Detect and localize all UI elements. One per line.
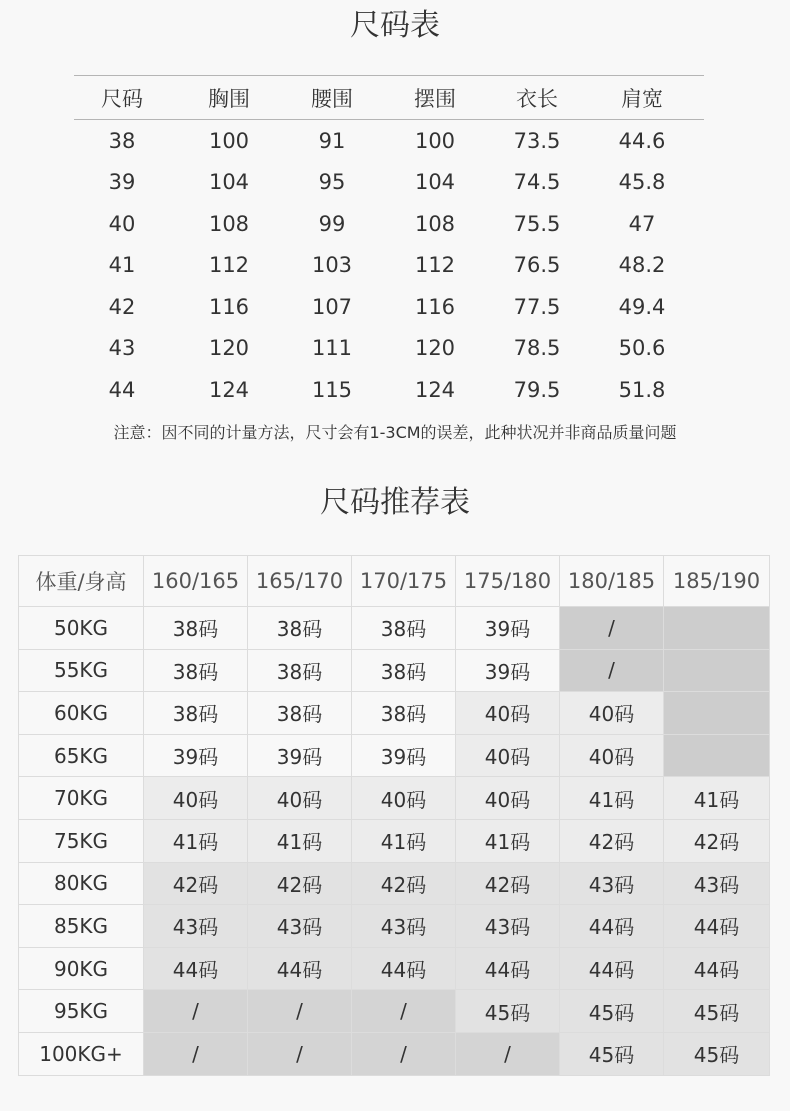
header-shoulder: 肩宽 — [621, 86, 663, 111]
size-cell: / — [144, 1032, 248, 1075]
table-cell: 73.5 — [513, 128, 561, 153]
size-cell: 38码 — [144, 607, 248, 650]
size-cell: 44码 — [664, 905, 770, 948]
size-cell: 39码 — [456, 607, 560, 650]
size-cell: 43码 — [144, 905, 248, 948]
table-row — [74, 286, 704, 328]
size-cell: / — [560, 649, 664, 692]
weight-label: 75KG — [19, 819, 144, 862]
weight-label: 70KG — [19, 777, 144, 820]
size-cell: 38码 — [352, 607, 456, 650]
size-cell: 44码 — [560, 947, 664, 990]
table-cell: 104 — [414, 170, 456, 195]
size-chart-header-row — [74, 76, 704, 119]
table-row — [74, 203, 704, 245]
size-cell: 42码 — [560, 819, 664, 862]
header-waist: 腰围 — [311, 86, 353, 111]
weight-label: 100KG+ — [19, 1032, 144, 1075]
header-length: 衣长 — [516, 86, 558, 111]
size-cell: 40码 — [144, 777, 248, 820]
table-row — [19, 1032, 770, 1075]
height-header: 170/175 — [352, 556, 456, 607]
table-cell: 116 — [414, 294, 456, 319]
table-cell: 38 — [108, 128, 136, 153]
table-row — [19, 947, 770, 990]
size-cell: 44码 — [664, 947, 770, 990]
table-cell: 100 — [414, 128, 456, 153]
header-size: 尺码 — [101, 86, 143, 111]
table-cell: 95 — [318, 170, 346, 195]
weight-label: 85KG — [19, 905, 144, 948]
size-cell: 42码 — [352, 862, 456, 905]
table-row — [19, 862, 770, 905]
size-cell — [664, 692, 770, 735]
table-cell: 111 — [311, 336, 353, 361]
header-hem: 摆围 — [414, 86, 456, 111]
size-cell: 42码 — [144, 862, 248, 905]
size-cell: / — [560, 607, 664, 650]
size-cell: 41码 — [144, 819, 248, 862]
table-row — [19, 819, 770, 862]
size-cell: 45码 — [560, 1032, 664, 1075]
table-cell: 107 — [311, 294, 353, 319]
table-cell: 41 — [108, 253, 136, 278]
size-cell: 41码 — [456, 819, 560, 862]
size-cell — [664, 607, 770, 650]
table-cell: 47 — [628, 211, 656, 236]
size-cell: 38码 — [352, 692, 456, 735]
weight-label: 80KG — [19, 862, 144, 905]
size-cell: 38码 — [144, 649, 248, 692]
table-cell: 77.5 — [513, 294, 561, 319]
size-cell: 42码 — [248, 862, 352, 905]
height-header: 180/185 — [560, 556, 664, 607]
table-cell: 40 — [108, 211, 136, 236]
size-cell: 44码 — [456, 947, 560, 990]
size-cell: 45码 — [664, 1032, 770, 1075]
height-header: 185/190 — [664, 556, 770, 607]
size-cell: 41码 — [248, 819, 352, 862]
table-row — [19, 692, 770, 735]
size-chart-title: 尺码表 — [350, 8, 440, 43]
weight-label: 55KG — [19, 649, 144, 692]
weight-label: 95KG — [19, 990, 144, 1033]
table-cell: 43 — [108, 336, 136, 361]
size-cell: 39码 — [144, 734, 248, 777]
table-cell: 76.5 — [513, 253, 561, 278]
table-cell: 79.5 — [513, 377, 561, 402]
size-cell: 44码 — [144, 947, 248, 990]
size-cell: 38码 — [144, 692, 248, 735]
size-cell — [664, 734, 770, 777]
table-cell: 48.2 — [618, 253, 666, 278]
table-row — [74, 328, 704, 370]
size-cell: 43码 — [560, 862, 664, 905]
size-cell: 40码 — [352, 777, 456, 820]
table-cell: 124 — [414, 377, 456, 402]
size-cell: 40码 — [456, 692, 560, 735]
size-cell: 44码 — [560, 905, 664, 948]
table-row — [19, 649, 770, 692]
size-cell: / — [352, 1032, 456, 1075]
size-cell: 45码 — [560, 990, 664, 1033]
size-cell: / — [248, 1032, 352, 1075]
table-cell: 45.8 — [618, 170, 666, 195]
corner-label: 体重/身高 — [19, 556, 144, 607]
size-cell: 42码 — [664, 819, 770, 862]
size-cell: 38码 — [248, 607, 352, 650]
table-cell: 74.5 — [513, 170, 561, 195]
table-cell: 104 — [208, 170, 250, 195]
table-cell: 39 — [108, 170, 136, 195]
size-cell — [664, 649, 770, 692]
table-cell: 44.6 — [618, 128, 666, 153]
size-chart-body — [74, 120, 704, 411]
size-cell: 41码 — [560, 777, 664, 820]
size-cell: 38码 — [248, 692, 352, 735]
recommend-header-row — [19, 556, 770, 607]
size-cell: / — [144, 990, 248, 1033]
size-cell: 43码 — [664, 862, 770, 905]
size-cell: / — [456, 1032, 560, 1075]
size-cell: 38码 — [352, 649, 456, 692]
size-cell: 43码 — [456, 905, 560, 948]
table-row — [19, 990, 770, 1033]
table-row — [19, 905, 770, 948]
size-cell: 44码 — [352, 947, 456, 990]
size-cell: 40码 — [248, 777, 352, 820]
table-cell: 112 — [208, 253, 250, 278]
table-cell: 108 — [414, 211, 456, 236]
size-cell: 40码 — [560, 734, 664, 777]
table-cell: 50.6 — [618, 336, 666, 361]
table-cell: 112 — [414, 253, 456, 278]
table-row — [19, 777, 770, 820]
table-row — [74, 245, 704, 287]
size-cell: 43码 — [352, 905, 456, 948]
size-cell: 44码 — [248, 947, 352, 990]
table-cell: 103 — [311, 253, 353, 278]
table-row — [74, 162, 704, 204]
header-chest: 胸围 — [208, 86, 250, 111]
height-header: 175/180 — [456, 556, 560, 607]
table-row — [74, 120, 704, 162]
table-cell: 116 — [208, 294, 250, 319]
table-row — [19, 734, 770, 777]
size-cell: 45码 — [664, 990, 770, 1033]
weight-label: 65KG — [19, 734, 144, 777]
table-cell: 42 — [108, 294, 136, 319]
size-cell: / — [248, 990, 352, 1033]
size-cell: 41码 — [664, 777, 770, 820]
size-cell: 39码 — [456, 649, 560, 692]
table-cell: 51.8 — [618, 377, 666, 402]
weight-label: 50KG — [19, 607, 144, 650]
table-cell: 75.5 — [513, 211, 561, 236]
measurement-note: 注意：因不同的计量方法，尺寸会有1-3CM的误差，此种状况并非商品质量问题 — [113, 423, 677, 442]
table-cell: 115 — [311, 377, 353, 402]
size-cell: / — [352, 990, 456, 1033]
size-cell: 40码 — [456, 734, 560, 777]
size-cell: 38码 — [248, 649, 352, 692]
table-cell: 100 — [208, 128, 250, 153]
size-cell: 41码 — [352, 819, 456, 862]
table-cell: 108 — [208, 211, 250, 236]
height-header: 165/170 — [248, 556, 352, 607]
size-cell: 40码 — [560, 692, 664, 735]
table-cell: 124 — [208, 377, 250, 402]
weight-label: 60KG — [19, 692, 144, 735]
table-cell: 91 — [318, 128, 346, 153]
table-cell: 120 — [208, 336, 250, 361]
table-row — [19, 607, 770, 650]
recommend-table — [18, 555, 770, 1076]
size-cell: 40码 — [456, 777, 560, 820]
table-cell: 78.5 — [513, 336, 561, 361]
table-cell: 44 — [108, 377, 136, 402]
table-cell: 49.4 — [618, 294, 666, 319]
size-cell: 39码 — [352, 734, 456, 777]
table-cell: 99 — [318, 211, 346, 236]
weight-label: 90KG — [19, 947, 144, 990]
size-cell: 45码 — [456, 990, 560, 1033]
table-row — [74, 369, 704, 411]
size-cell: 39码 — [248, 734, 352, 777]
table-cell: 120 — [414, 336, 456, 361]
size-cell: 42码 — [456, 862, 560, 905]
height-header: 160/165 — [144, 556, 248, 607]
size-cell: 43码 — [248, 905, 352, 948]
recommend-title: 尺码推荐表 — [320, 485, 470, 520]
